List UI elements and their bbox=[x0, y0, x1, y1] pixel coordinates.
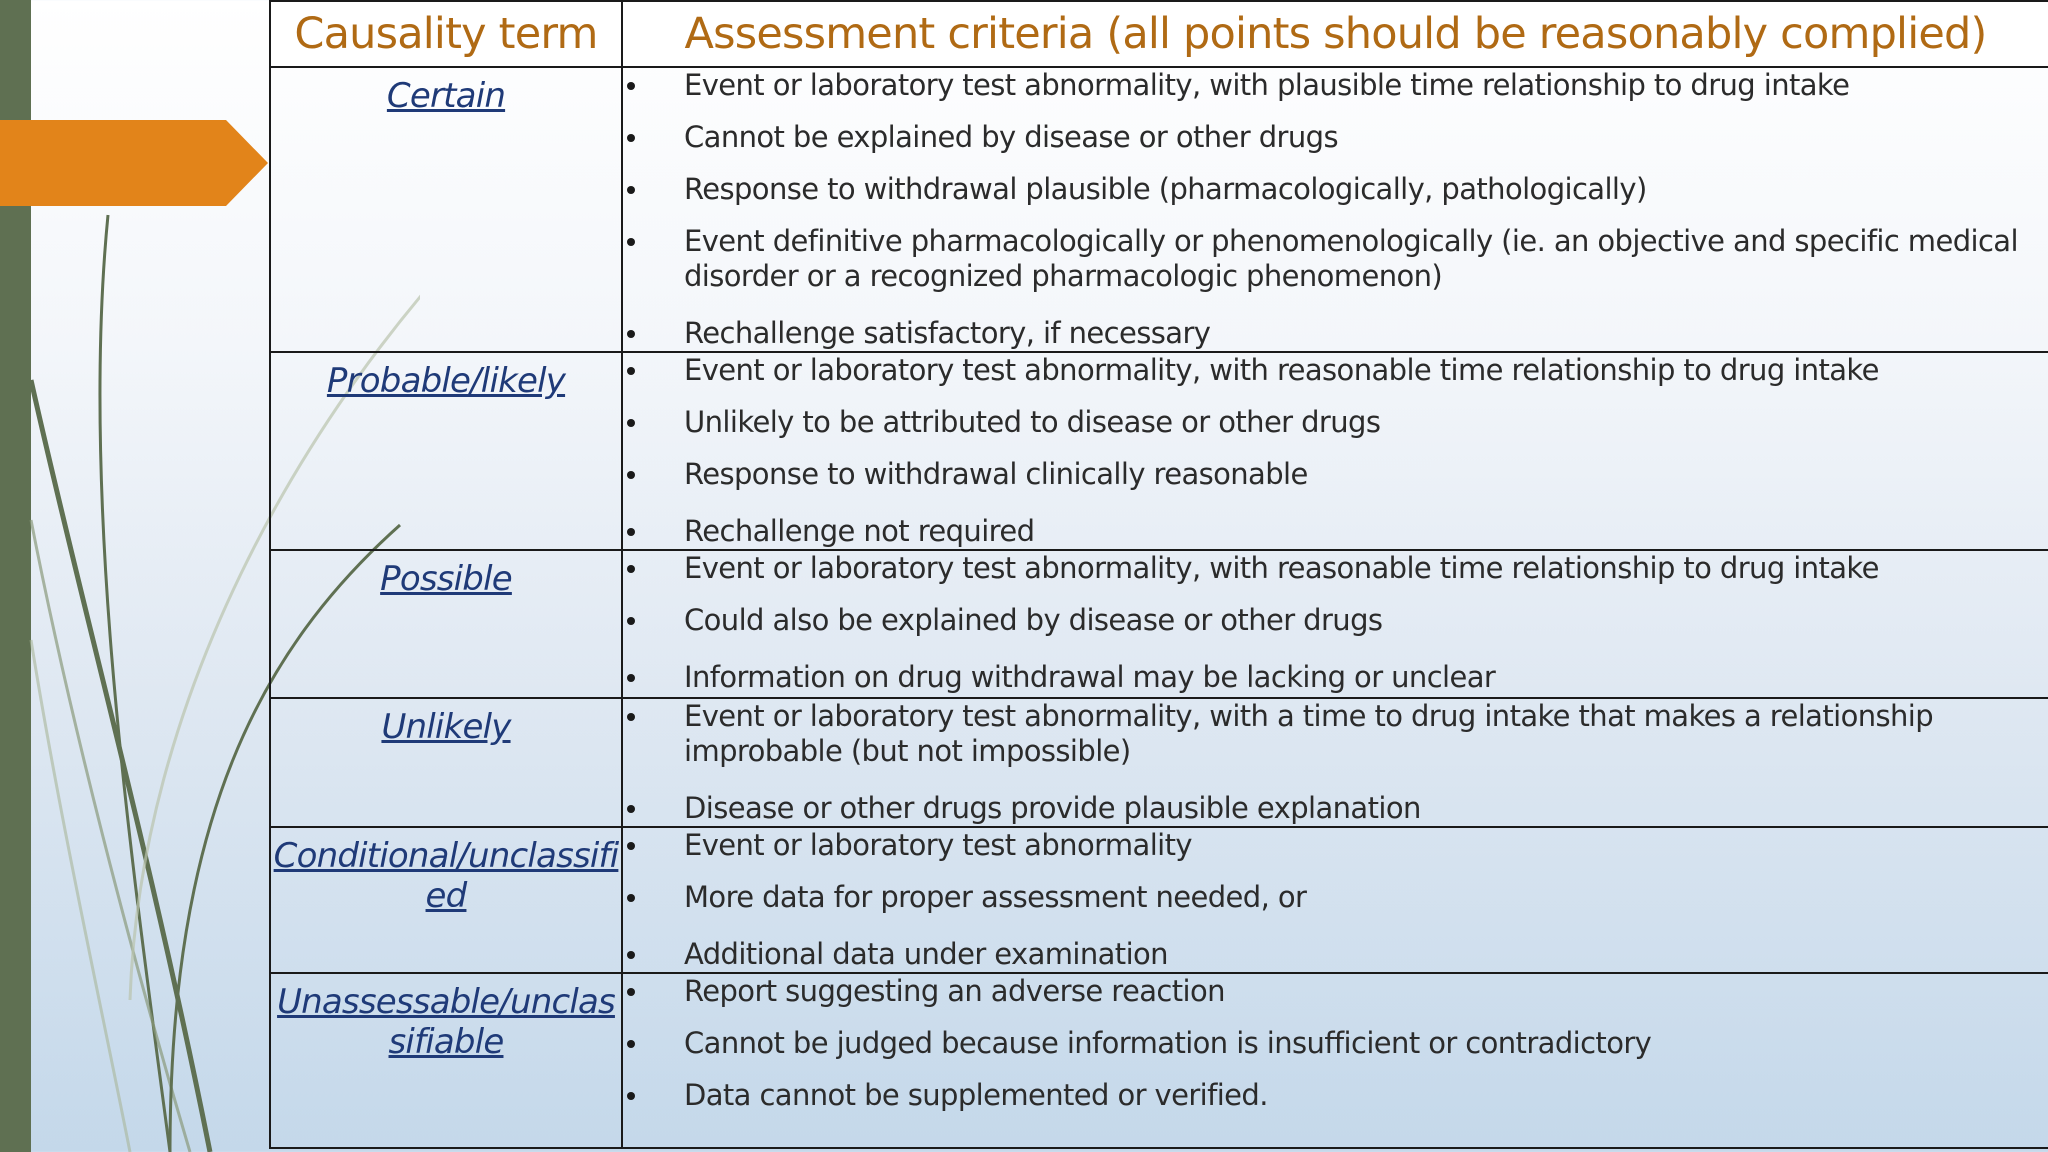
table-row bbox=[270, 550, 2048, 698]
list-item bbox=[623, 316, 2048, 351]
criteria-list bbox=[623, 974, 2048, 1113]
bullet-icon bbox=[627, 1040, 635, 1048]
term-link-possible[interactable]: Possible bbox=[380, 559, 512, 599]
criterion-text: Data cannot be supplemented or verified. bbox=[684, 1078, 1268, 1112]
criteria-cell bbox=[622, 827, 2048, 973]
bullet-icon bbox=[627, 805, 635, 813]
term-link-unlikely[interactable]: Unlikely bbox=[381, 707, 511, 747]
list-item bbox=[623, 699, 2048, 769]
list-item bbox=[623, 457, 2048, 492]
term-link-certain[interactable]: Certain bbox=[386, 76, 506, 116]
list-item bbox=[623, 224, 2048, 294]
criterion-text: Event or laboratory test abnormality bbox=[684, 828, 1192, 862]
criterion-text: Rechallenge satisfactory, if necessary bbox=[684, 316, 1211, 350]
list-item bbox=[623, 551, 2048, 586]
bullet-icon bbox=[627, 951, 635, 959]
bullet-icon bbox=[627, 367, 635, 375]
term-cell bbox=[270, 67, 622, 352]
term-link-unassessable[interactable]: Unassessable/unclassifiable bbox=[277, 982, 615, 1062]
criterion-text: Response to withdrawal plausible (pharmacologically, pathologically) bbox=[684, 172, 1647, 206]
table-row bbox=[270, 698, 2048, 827]
term-link-conditional[interactable]: Conditional/unclassified bbox=[273, 836, 619, 916]
bullet-icon bbox=[627, 82, 635, 90]
criteria-cell bbox=[622, 550, 2048, 698]
list-item bbox=[623, 937, 2048, 972]
bullet-icon bbox=[627, 528, 635, 536]
list-item bbox=[623, 660, 2048, 695]
orange-arrow-icon bbox=[0, 120, 270, 206]
term-cell bbox=[270, 352, 622, 550]
list-item bbox=[623, 353, 2048, 388]
list-item bbox=[623, 172, 2048, 207]
criteria-cell bbox=[622, 352, 2048, 550]
bullet-icon bbox=[627, 186, 635, 194]
table-header-row bbox=[270, 1, 2048, 67]
list-item bbox=[623, 603, 2048, 638]
bullet-icon bbox=[627, 713, 635, 721]
list-item bbox=[623, 120, 2048, 155]
criterion-text: Could also be explained by disease or other drugs bbox=[684, 603, 1383, 637]
term-cell bbox=[270, 973, 622, 1148]
list-item bbox=[623, 974, 2048, 1009]
bullet-icon bbox=[627, 842, 635, 850]
bullet-icon bbox=[627, 330, 635, 338]
header-assessment-criteria: Assessment criteria (all points should be reasonably complied) bbox=[622, 1, 2048, 67]
criterion-text: Report suggesting an adverse reaction bbox=[684, 974, 1225, 1008]
criterion-text: Disease or other drugs provide plausible explanation bbox=[684, 791, 1421, 825]
bullet-icon bbox=[627, 988, 635, 996]
criteria-cell bbox=[622, 67, 2048, 352]
criterion-text: Event definitive pharmacologically or phenomenologically (ie. an objective and specific medical disorder or a recognized pharmacologic phenomenon) bbox=[684, 224, 2018, 293]
criterion-text: Response to withdrawal clinically reasonable bbox=[684, 457, 1308, 491]
bullet-icon bbox=[627, 1092, 635, 1100]
criterion-text: Event or laboratory test abnormality, with reasonable time relationship to drug intake bbox=[684, 353, 1879, 387]
bullet-icon bbox=[627, 471, 635, 479]
bullet-icon bbox=[627, 894, 635, 902]
term-link-probable[interactable]: Probable/likely bbox=[326, 361, 566, 401]
header-causality-term: Causality term bbox=[270, 1, 622, 67]
list-item bbox=[623, 68, 2048, 103]
criteria-list bbox=[623, 828, 2048, 972]
table-row bbox=[270, 973, 2048, 1148]
list-item bbox=[623, 880, 2048, 915]
criterion-text: More data for proper assessment needed, or bbox=[684, 880, 1307, 914]
bullet-icon bbox=[627, 238, 635, 246]
term-cell bbox=[270, 827, 622, 973]
list-item bbox=[623, 1026, 2048, 1061]
list-item bbox=[623, 828, 2048, 863]
criteria-list bbox=[623, 551, 2048, 695]
bullet-icon bbox=[627, 674, 635, 682]
list-item bbox=[623, 1078, 2048, 1113]
bullet-icon bbox=[627, 134, 635, 142]
bullet-icon bbox=[627, 419, 635, 427]
list-item bbox=[623, 405, 2048, 440]
criteria-list bbox=[623, 68, 2048, 351]
criterion-text: Information on drug withdrawal may be lacking or unclear bbox=[684, 660, 1496, 694]
criterion-text: Event or laboratory test abnormality, with reasonable time relationship to drug intake bbox=[684, 551, 1879, 585]
table-row bbox=[270, 352, 2048, 550]
criterion-text: Unlikely to be attributed to disease or other drugs bbox=[684, 405, 1381, 439]
criterion-text: Cannot be explained by disease or other drugs bbox=[684, 120, 1338, 154]
causality-assessment-table bbox=[269, 0, 2048, 1149]
table-row bbox=[270, 67, 2048, 352]
list-item bbox=[623, 791, 2048, 826]
criteria-list bbox=[623, 353, 2048, 549]
criterion-text: Event or laboratory test abnormality, with plausible time relationship to drug intake bbox=[684, 68, 1850, 102]
criteria-cell bbox=[622, 973, 2048, 1148]
criterion-text: Cannot be judged because information is insufficient or contradictory bbox=[684, 1026, 1652, 1060]
list-item bbox=[623, 514, 2048, 549]
table-row bbox=[270, 827, 2048, 973]
criterion-text: Rechallenge not required bbox=[684, 514, 1035, 548]
bullet-icon bbox=[627, 617, 635, 625]
term-cell bbox=[270, 698, 622, 827]
criterion-text: Event or laboratory test abnormality, with a time to drug intake that makes a relationship improbable (but not impossible) bbox=[684, 699, 1934, 768]
bullet-icon bbox=[627, 565, 635, 573]
criteria-list bbox=[623, 699, 2048, 826]
criterion-text: Additional data under examination bbox=[684, 937, 1168, 971]
criteria-cell bbox=[622, 698, 2048, 827]
term-cell bbox=[270, 550, 622, 698]
